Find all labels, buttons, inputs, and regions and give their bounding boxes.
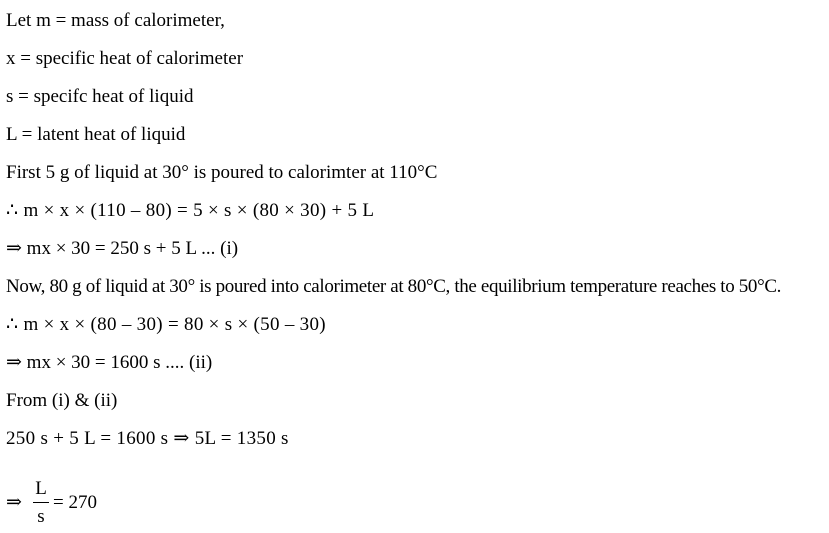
second-case-statement: Now, 80 g of liquid at 30° is poured into calorimeter at 80°C, the equilibrium temperature reaches to 50°C. — [6, 276, 782, 297]
definition-s: s = specifc heat of liquid — [6, 86, 194, 107]
first-case-statement: First 5 g of liquid at 30° is poured to calorimter at 110°C — [6, 162, 438, 183]
final-value: = 270 — [53, 492, 97, 513]
definition-x: x = specific heat of calorimeter — [6, 48, 244, 69]
fraction-denominator: s — [37, 506, 45, 527]
fraction-L-over-s — [32, 478, 50, 530]
combined-equation: 250 s + 5 L = 1600 s ⇒ 5L = 1350 s — [6, 428, 289, 449]
combine-statement: From (i) & (ii) — [6, 390, 118, 411]
fraction-numerator: L — [35, 478, 47, 499]
definition-m: Let m = mass of calorimeter, — [6, 10, 225, 31]
equation-ii: ⇒ mx × 30 = 1600 s .... (ii) — [6, 352, 213, 373]
implies-symbol: ⇒ — [6, 492, 22, 513]
second-case-equation: ∴ m × x × (80 – 30) = 80 × s × (50 – 30) — [6, 314, 326, 335]
first-case-equation: ∴ m × x × (110 – 80) = 5 × s × (80 × 30) + 5 L — [6, 200, 375, 221]
equation-i: ⇒ mx × 30 = 250 s + 5 L ... (i) — [6, 238, 239, 259]
fraction-bar — [33, 502, 49, 503]
definition-L: L = latent heat of liquid — [6, 124, 186, 145]
final-result — [6, 478, 206, 530]
